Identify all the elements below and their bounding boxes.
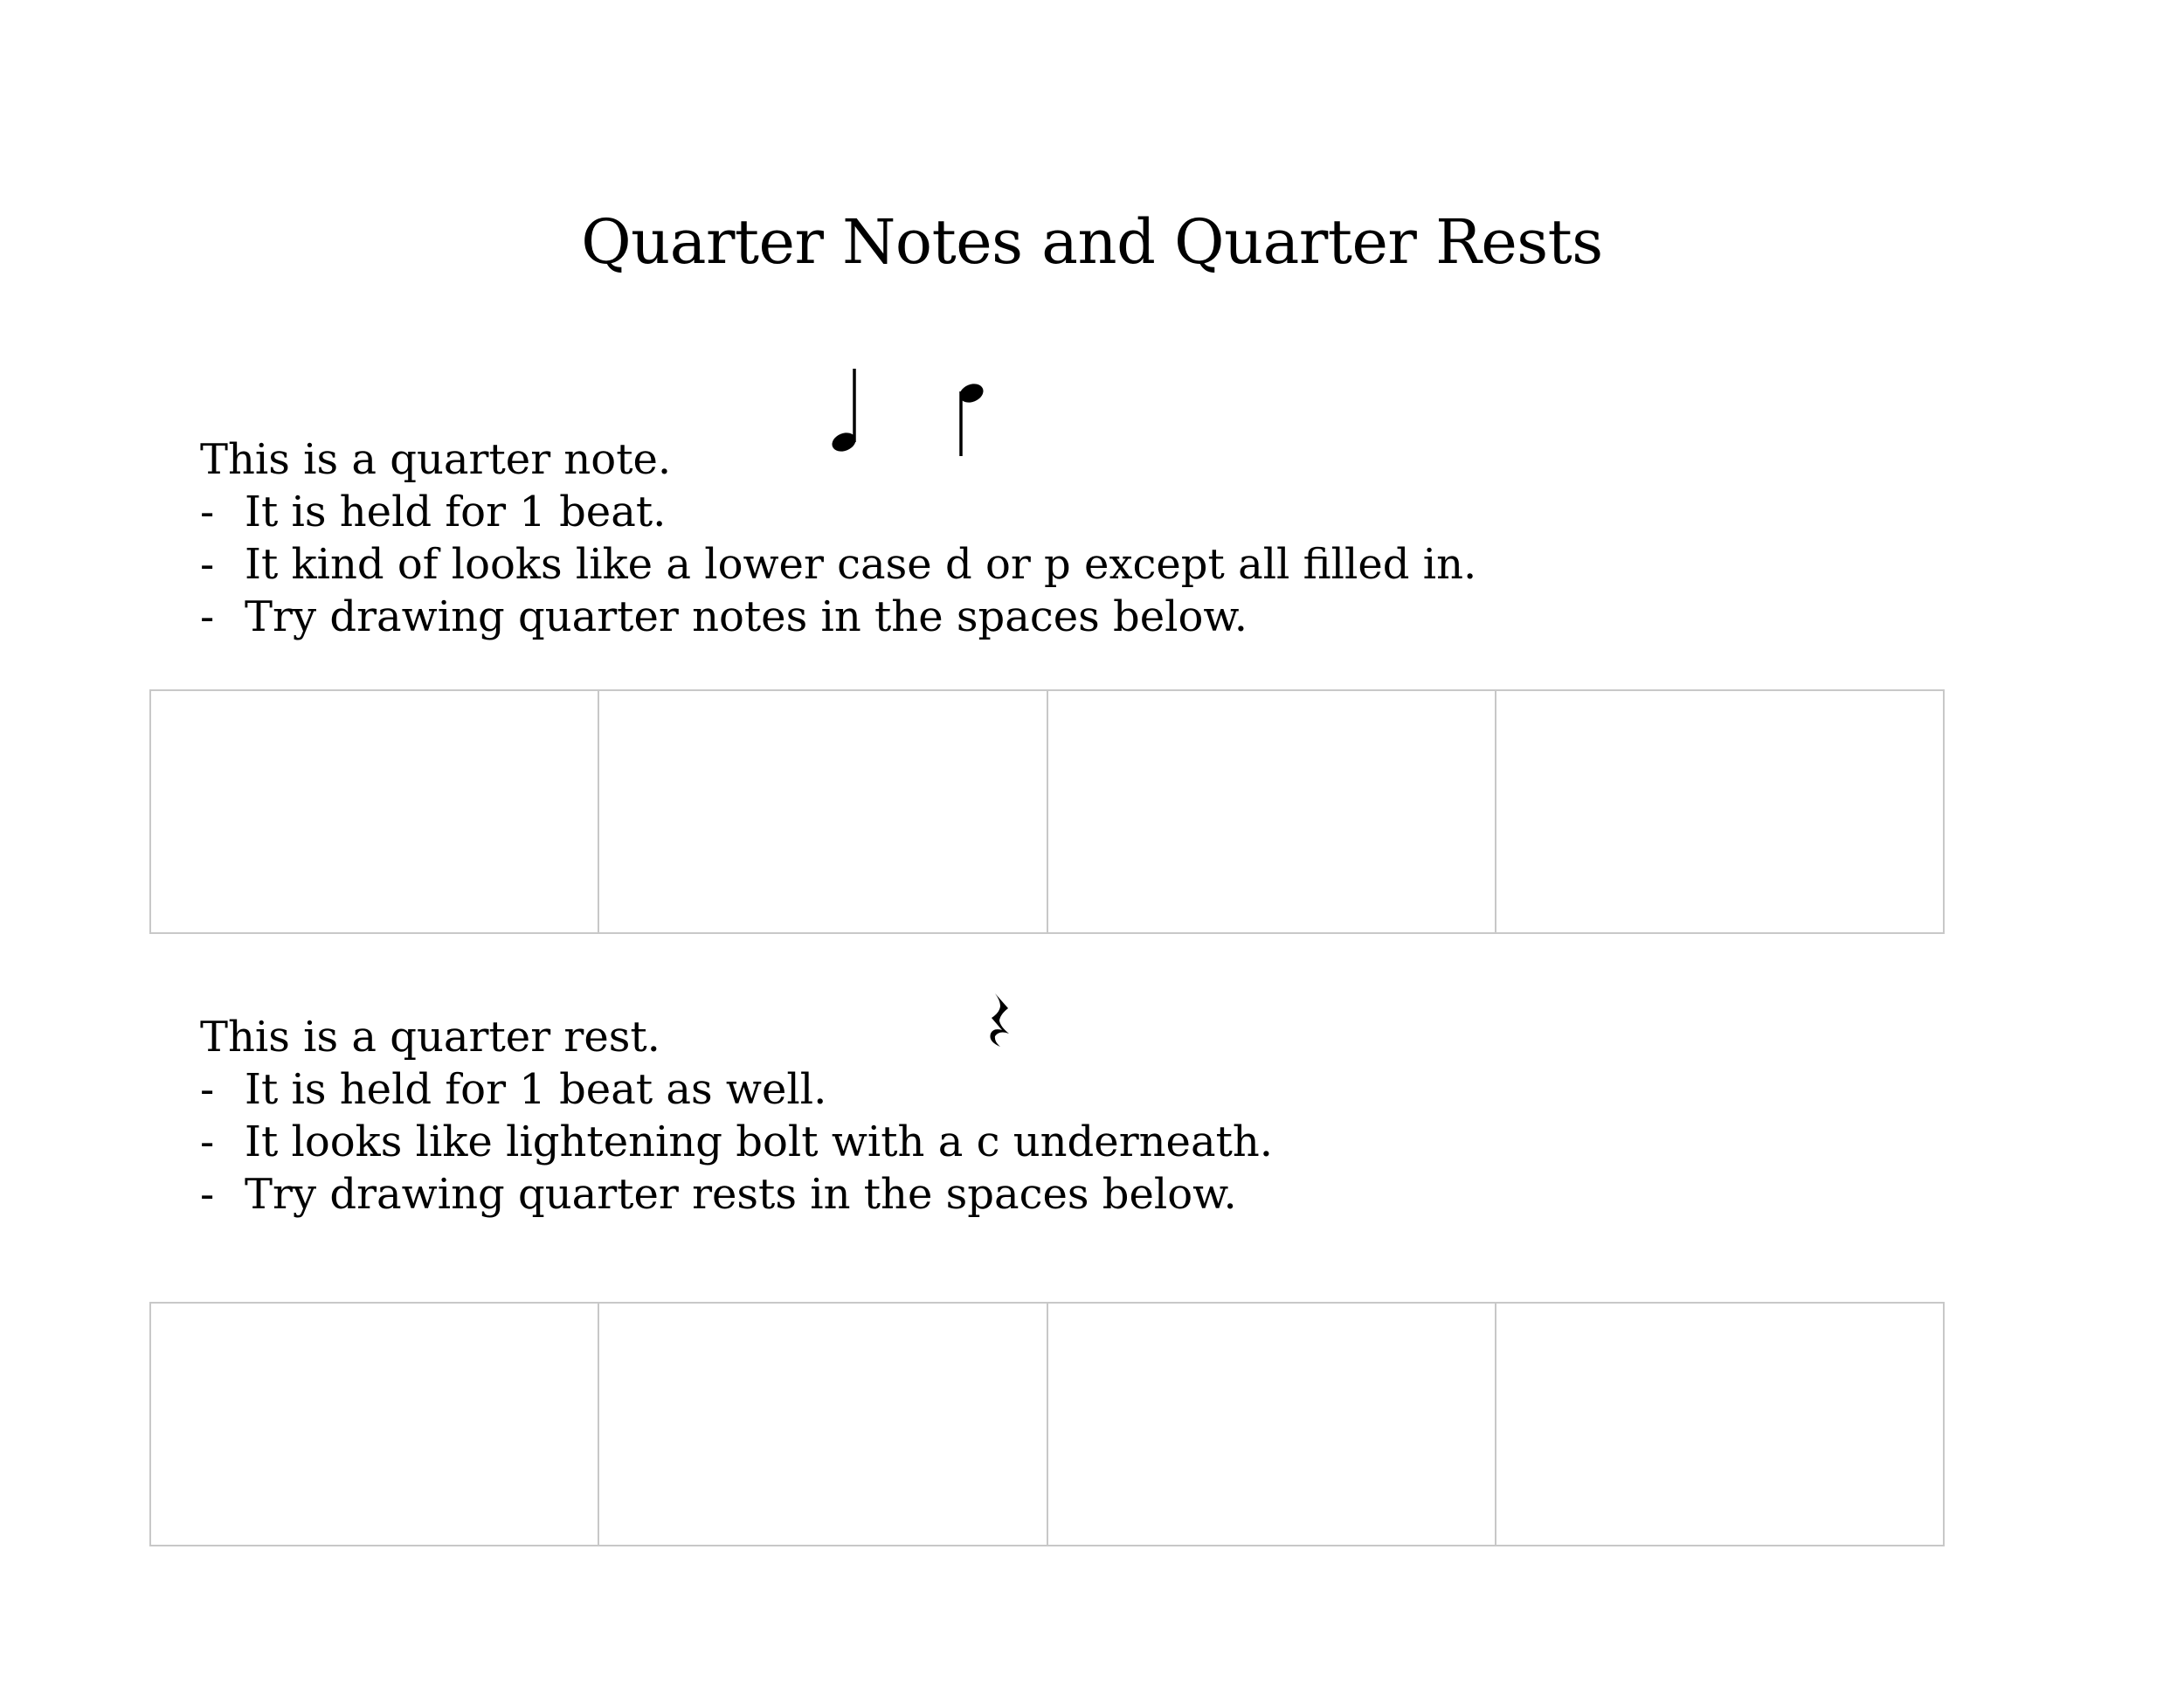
list-item xyxy=(200,538,1476,591)
quarter-rest-practice-box[interactable] xyxy=(1496,1304,1943,1545)
bullet-dash: - xyxy=(200,592,215,641)
quarter-note-stem-down-icon xyxy=(952,381,996,460)
quarter-note-practice-box[interactable] xyxy=(151,691,599,932)
quarter-rest-practice-box[interactable] xyxy=(599,1304,1047,1545)
bullet-text: It kind of looks like a lower case d or p except all filled in. xyxy=(245,540,1477,589)
quarter-rest-bullet-list xyxy=(200,1063,1273,1221)
quarter-rest-icon xyxy=(987,992,1017,1049)
quarter-note-stem-up-icon xyxy=(826,367,870,454)
quarter-note-heading: This is a quarter note. xyxy=(200,435,672,484)
bullet-dash: - xyxy=(200,1065,215,1114)
list-item xyxy=(200,1063,1273,1116)
quarter-note-practice-box[interactable] xyxy=(599,691,1047,932)
list-item xyxy=(200,1116,1273,1168)
bullet-text: It is held for 1 beat. xyxy=(245,488,667,536)
bullet-text: It looks like lightening bolt with a c underneath. xyxy=(245,1117,1274,1166)
quarter-note-practice-grid xyxy=(149,689,1945,934)
bullet-dash: - xyxy=(200,1170,215,1219)
quarter-rest-practice-box[interactable] xyxy=(151,1304,599,1545)
bullet-dash: - xyxy=(200,1117,215,1166)
quarter-note-practice-box[interactable] xyxy=(1048,691,1496,932)
quarter-note-practice-box[interactable] xyxy=(1496,691,1943,932)
list-item xyxy=(200,486,1476,538)
bullet-text: Try drawing quarter notes in the spaces below. xyxy=(245,592,1248,641)
page-title: Quarter Notes and Quarter Rests xyxy=(581,206,1603,278)
quarter-rest-practice-grid xyxy=(149,1302,1945,1546)
quarter-rest-practice-box[interactable] xyxy=(1048,1304,1496,1545)
quarter-rest-heading: This is a quarter rest. xyxy=(200,1013,660,1062)
list-item xyxy=(200,1168,1273,1221)
bullet-dash: - xyxy=(200,488,215,536)
quarter-note-bullet-list xyxy=(200,486,1476,643)
list-item xyxy=(200,591,1476,643)
bullet-dash: - xyxy=(200,540,215,589)
bullet-text: It is held for 1 beat as well. xyxy=(245,1065,827,1114)
bullet-text: Try drawing quarter rests in the spaces below. xyxy=(245,1170,1237,1219)
